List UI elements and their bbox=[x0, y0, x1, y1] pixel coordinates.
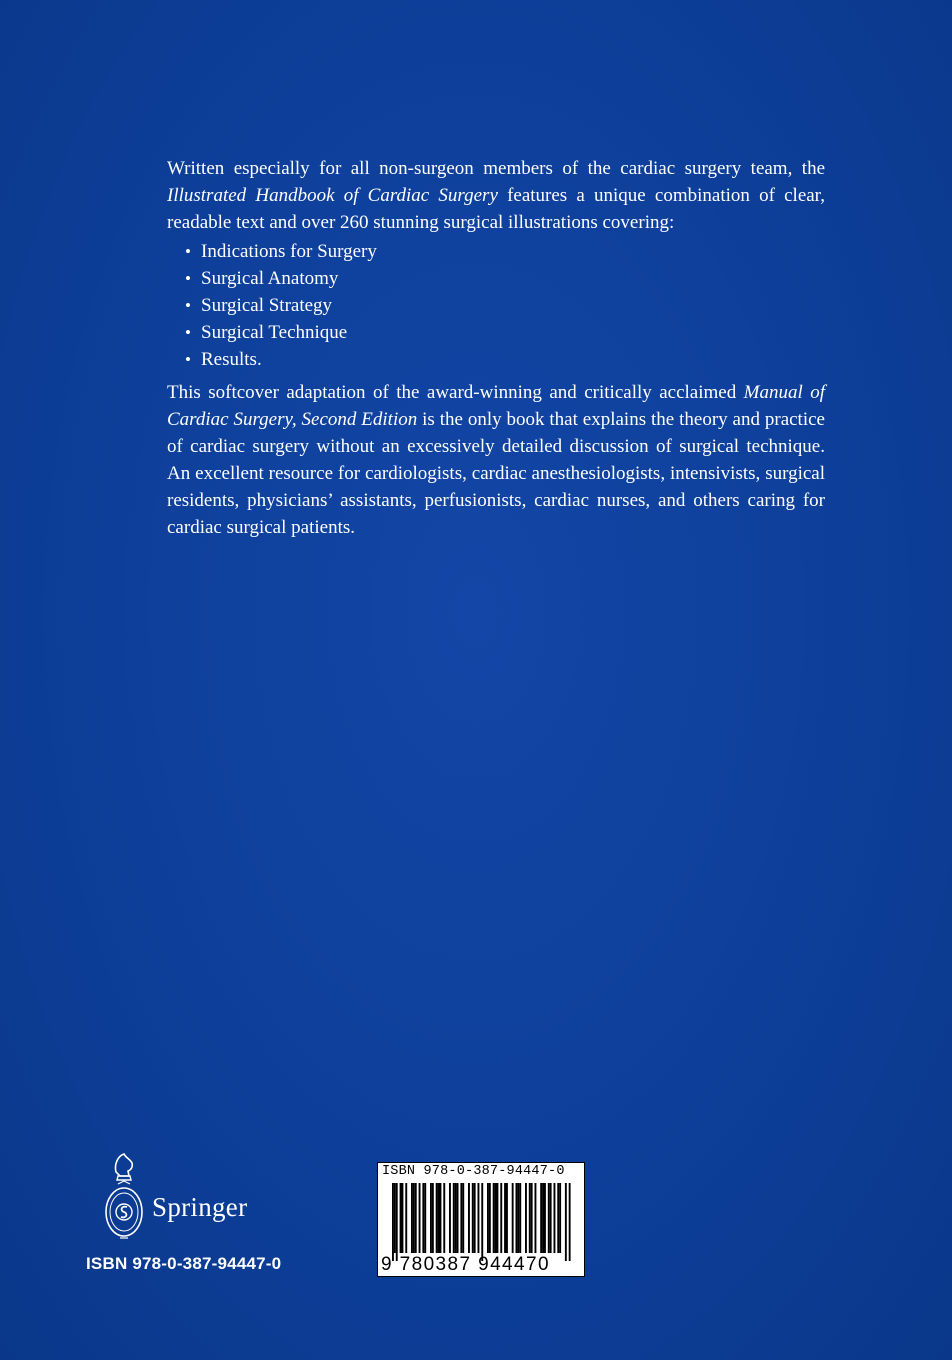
barcode-bar bbox=[487, 1183, 489, 1253]
barcode-bar bbox=[531, 1183, 533, 1253]
barcode-bar bbox=[554, 1183, 556, 1253]
topic-item bbox=[185, 319, 825, 346]
barcode-bar bbox=[432, 1183, 434, 1253]
description-text-end: is the only book that explains the theory and practice of cardiac surgery without an excessively detailed discussion of surgical technique. An excellent resource for cardiologists, cardiac anesthesiologists, intensivists, surgical residents, physicians’ assistants, perfusionists, cardiac nurses, and others caring for cardiac surgical patients. bbox=[167, 409, 825, 538]
barcode-bar bbox=[449, 1183, 451, 1253]
cover-blurb bbox=[167, 155, 825, 541]
barcode-bar bbox=[402, 1183, 404, 1253]
barcode-bar bbox=[400, 1183, 402, 1253]
bullet-icon: • bbox=[185, 323, 191, 342]
barcode-bar bbox=[443, 1183, 445, 1253]
barcode-bar bbox=[438, 1183, 440, 1253]
barcode-bar bbox=[535, 1183, 537, 1253]
springer-knight-icon bbox=[96, 1150, 152, 1242]
barcode-bar bbox=[529, 1183, 531, 1253]
barcode-bar bbox=[489, 1183, 491, 1253]
barcode-bar bbox=[440, 1183, 442, 1253]
barcode-bar bbox=[525, 1183, 527, 1253]
description-text-start: This softcover adaptation of the award-winning and critically acclaimed bbox=[167, 382, 744, 403]
barcode-bar bbox=[478, 1183, 480, 1253]
barcode-bar bbox=[512, 1183, 514, 1253]
barcode-bar bbox=[468, 1183, 470, 1253]
description-paragraph bbox=[167, 379, 825, 541]
barcode-bar bbox=[497, 1183, 499, 1253]
intro-text-end: features a unique combination of clear, readable text and over 260 stunning surgical illustrations covering: bbox=[167, 185, 825, 233]
barcode-bar bbox=[460, 1183, 462, 1253]
topic-list bbox=[167, 238, 825, 373]
barcode-bar bbox=[557, 1183, 559, 1253]
isbn-label: ISBN 978-0-387-94447-0 bbox=[86, 1254, 282, 1273]
manual-title: Manual of Cardiac Surgery, Second Edition bbox=[167, 382, 826, 430]
topic-label: Surgical Anatomy bbox=[201, 268, 339, 289]
intro-text-start: Written especially for all non-surgeon members of the cardiac surgery team, the bbox=[167, 158, 825, 179]
barcode-bar bbox=[540, 1183, 542, 1253]
topic-label: Surgical Strategy bbox=[201, 295, 333, 316]
barcode-bar bbox=[517, 1183, 519, 1253]
barcode-bar bbox=[472, 1183, 474, 1253]
barcode-bar bbox=[481, 1183, 483, 1261]
bullet-icon: • bbox=[185, 350, 191, 369]
topic-item bbox=[185, 346, 825, 373]
barcode-bar bbox=[436, 1183, 438, 1253]
barcode-bar bbox=[453, 1183, 455, 1253]
barcode-bar bbox=[419, 1183, 421, 1253]
barcode-bar bbox=[506, 1183, 508, 1253]
topic-label: Indications for Surgery bbox=[201, 241, 377, 262]
barcode-bar bbox=[544, 1183, 546, 1253]
barcode-bar bbox=[455, 1183, 457, 1253]
handbook-title: Illustrated Handbook of Cardiac Surgery bbox=[167, 185, 498, 206]
topic-label: Surgical Technique bbox=[201, 322, 348, 343]
isbn-barcode bbox=[377, 1162, 585, 1277]
barcode-bar bbox=[516, 1183, 518, 1253]
topic-item bbox=[185, 265, 825, 292]
barcode-bar bbox=[500, 1183, 502, 1253]
topic-item bbox=[185, 238, 825, 265]
barcode-bar bbox=[519, 1183, 521, 1253]
barcode-bar bbox=[542, 1183, 544, 1253]
intro-paragraph bbox=[167, 155, 825, 236]
bullet-icon: • bbox=[185, 269, 191, 288]
barcode-isbn-text: ISBN 978-0-387-94447-0 bbox=[382, 1164, 565, 1179]
barcode-bar bbox=[405, 1183, 407, 1253]
barcode-bar bbox=[394, 1183, 396, 1253]
barcode-bar bbox=[396, 1183, 398, 1261]
barcode-bar bbox=[504, 1183, 506, 1253]
topic-label: Results. bbox=[201, 349, 262, 370]
barcode-bar bbox=[415, 1183, 417, 1253]
topic-item bbox=[185, 292, 825, 319]
barcode-bar bbox=[457, 1183, 459, 1253]
barcode-bar bbox=[392, 1183, 394, 1261]
barcode-digits: 9 780387 944470 bbox=[381, 1254, 550, 1275]
barcode-bar bbox=[495, 1183, 497, 1253]
barcode-bar bbox=[559, 1183, 561, 1253]
barcode-bar bbox=[462, 1183, 464, 1253]
bullet-icon: • bbox=[185, 296, 191, 315]
barcode-bar bbox=[413, 1183, 415, 1253]
barcode-bar bbox=[565, 1183, 567, 1261]
barcode-bar bbox=[424, 1183, 426, 1253]
barcode-bar bbox=[569, 1183, 571, 1261]
barcode-bar bbox=[548, 1183, 550, 1253]
barcode-bar bbox=[474, 1183, 476, 1253]
barcode-bar bbox=[422, 1183, 424, 1253]
barcode-bar bbox=[411, 1183, 413, 1253]
barcode-bar bbox=[430, 1183, 432, 1253]
barcode-bar bbox=[550, 1183, 552, 1253]
bullet-icon: • bbox=[185, 242, 191, 261]
springer-logo bbox=[96, 1150, 266, 1242]
publisher-name: Springer bbox=[152, 1192, 248, 1222]
barcode-bar bbox=[493, 1183, 495, 1253]
